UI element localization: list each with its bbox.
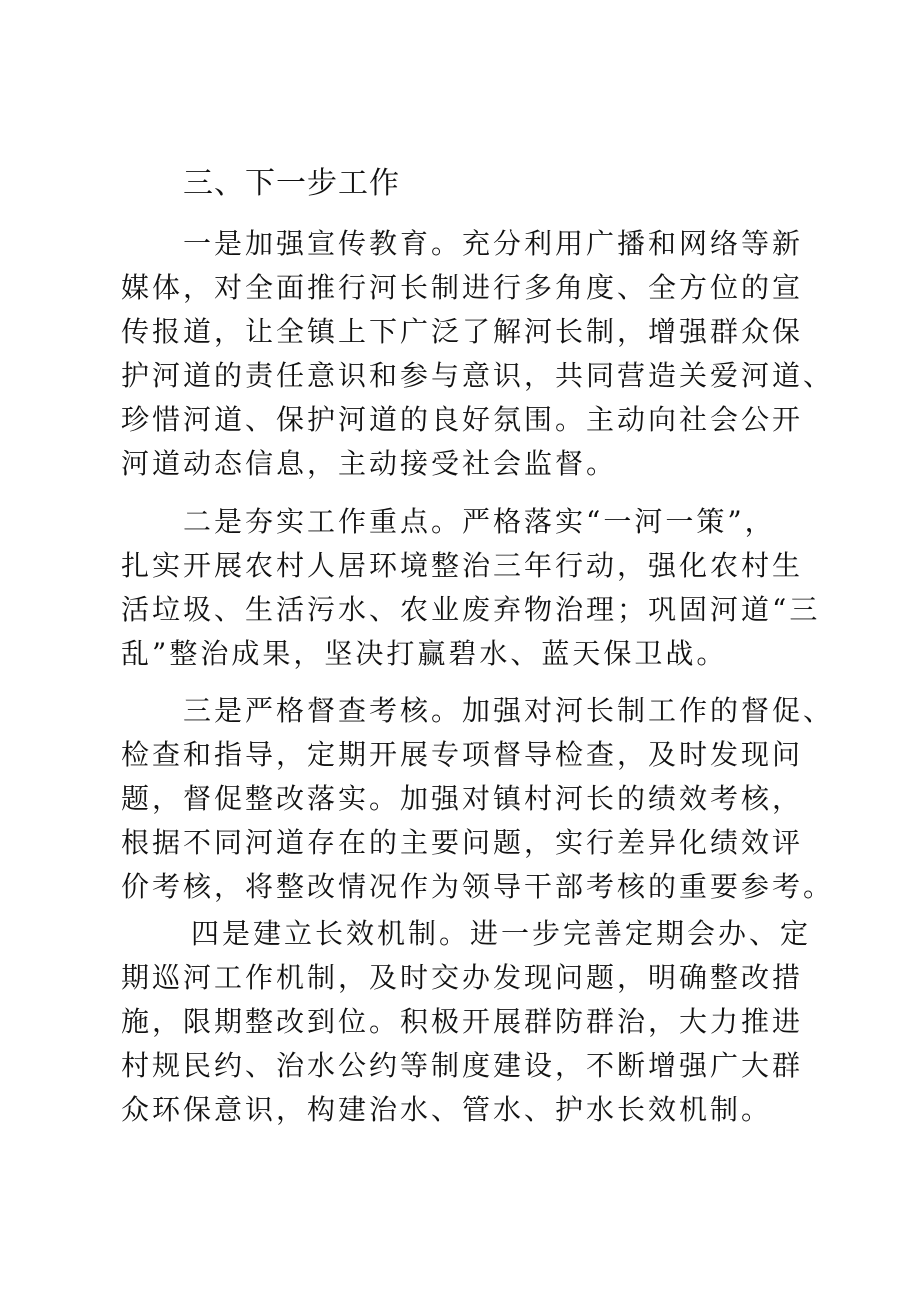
paragraph-line: 期巡河工作机制，及时交办发现问题，明确整改措 [121, 961, 804, 994]
paragraph-line: 乱”整治成果，坚决打赢碧水、蓝天保卫战。 [121, 637, 728, 670]
paragraph-line: 河道动态信息，主动接受社会监督。 [121, 447, 618, 480]
paragraph-line: 护河道的责任意识和参与意识，共同营造关爱河道、 [121, 359, 835, 392]
paragraph-work-focus [121, 500, 821, 676]
paragraph-line: 一是加强宣传教育。充分利用广播和网络等新 [183, 227, 804, 260]
paragraph-line: 众环保意识，构建治水、管水、护水长效机制。 [121, 1093, 773, 1126]
paragraph-line: 施，限期整改到位。积极开展群防群治，大力推进 [121, 1005, 804, 1038]
paragraph-line: 媒体，对全面推行河长制进行多角度、全方位的宣 [121, 271, 804, 304]
paragraph-line: 传报道，让全镇上下广泛了解河长制，增强群众保 [121, 315, 804, 348]
paragraph-supervision-assessment [121, 689, 835, 909]
paragraph-long-term-mechanism [121, 912, 811, 1132]
paragraph-line: 二是夯实工作重点。严格落实“一河一策”， [183, 505, 776, 538]
paragraph-line: 扎实开展农村人居环境整治三年行动，强化农村生 [121, 549, 804, 582]
section-heading: 三、下一步工作 [183, 166, 400, 201]
paragraph-line: 检查和指导，定期开展专项督导检查，及时发现问 [121, 738, 804, 771]
paragraph-line: 题，督促整改落实。加强对镇村河长的绩效考核， [121, 782, 804, 815]
paragraph-line: 村规民约、治水公约等制度建设，不断增强广大群 [121, 1049, 804, 1082]
paragraph-line: 根据不同河道存在的主要问题，实行差异化绩效评 [121, 826, 804, 859]
paragraph-publicity-education [121, 222, 835, 486]
paragraph-line: 活垃圾、生活污水、农业废弃物治理；巩固河道“三 [121, 593, 821, 626]
paragraph-line: 三是严格督查考核。加强对河长制工作的督促、 [183, 694, 835, 727]
paragraph-line: 珍惜河道、保护河道的良好氛围。主动向社会公开 [121, 403, 804, 436]
paragraph-line: 价考核，将整改情况作为领导干部考核的重要参考。 [121, 870, 835, 903]
paragraph-line: 四是建立长效机制。进一步完善定期会办、定 [191, 917, 812, 950]
